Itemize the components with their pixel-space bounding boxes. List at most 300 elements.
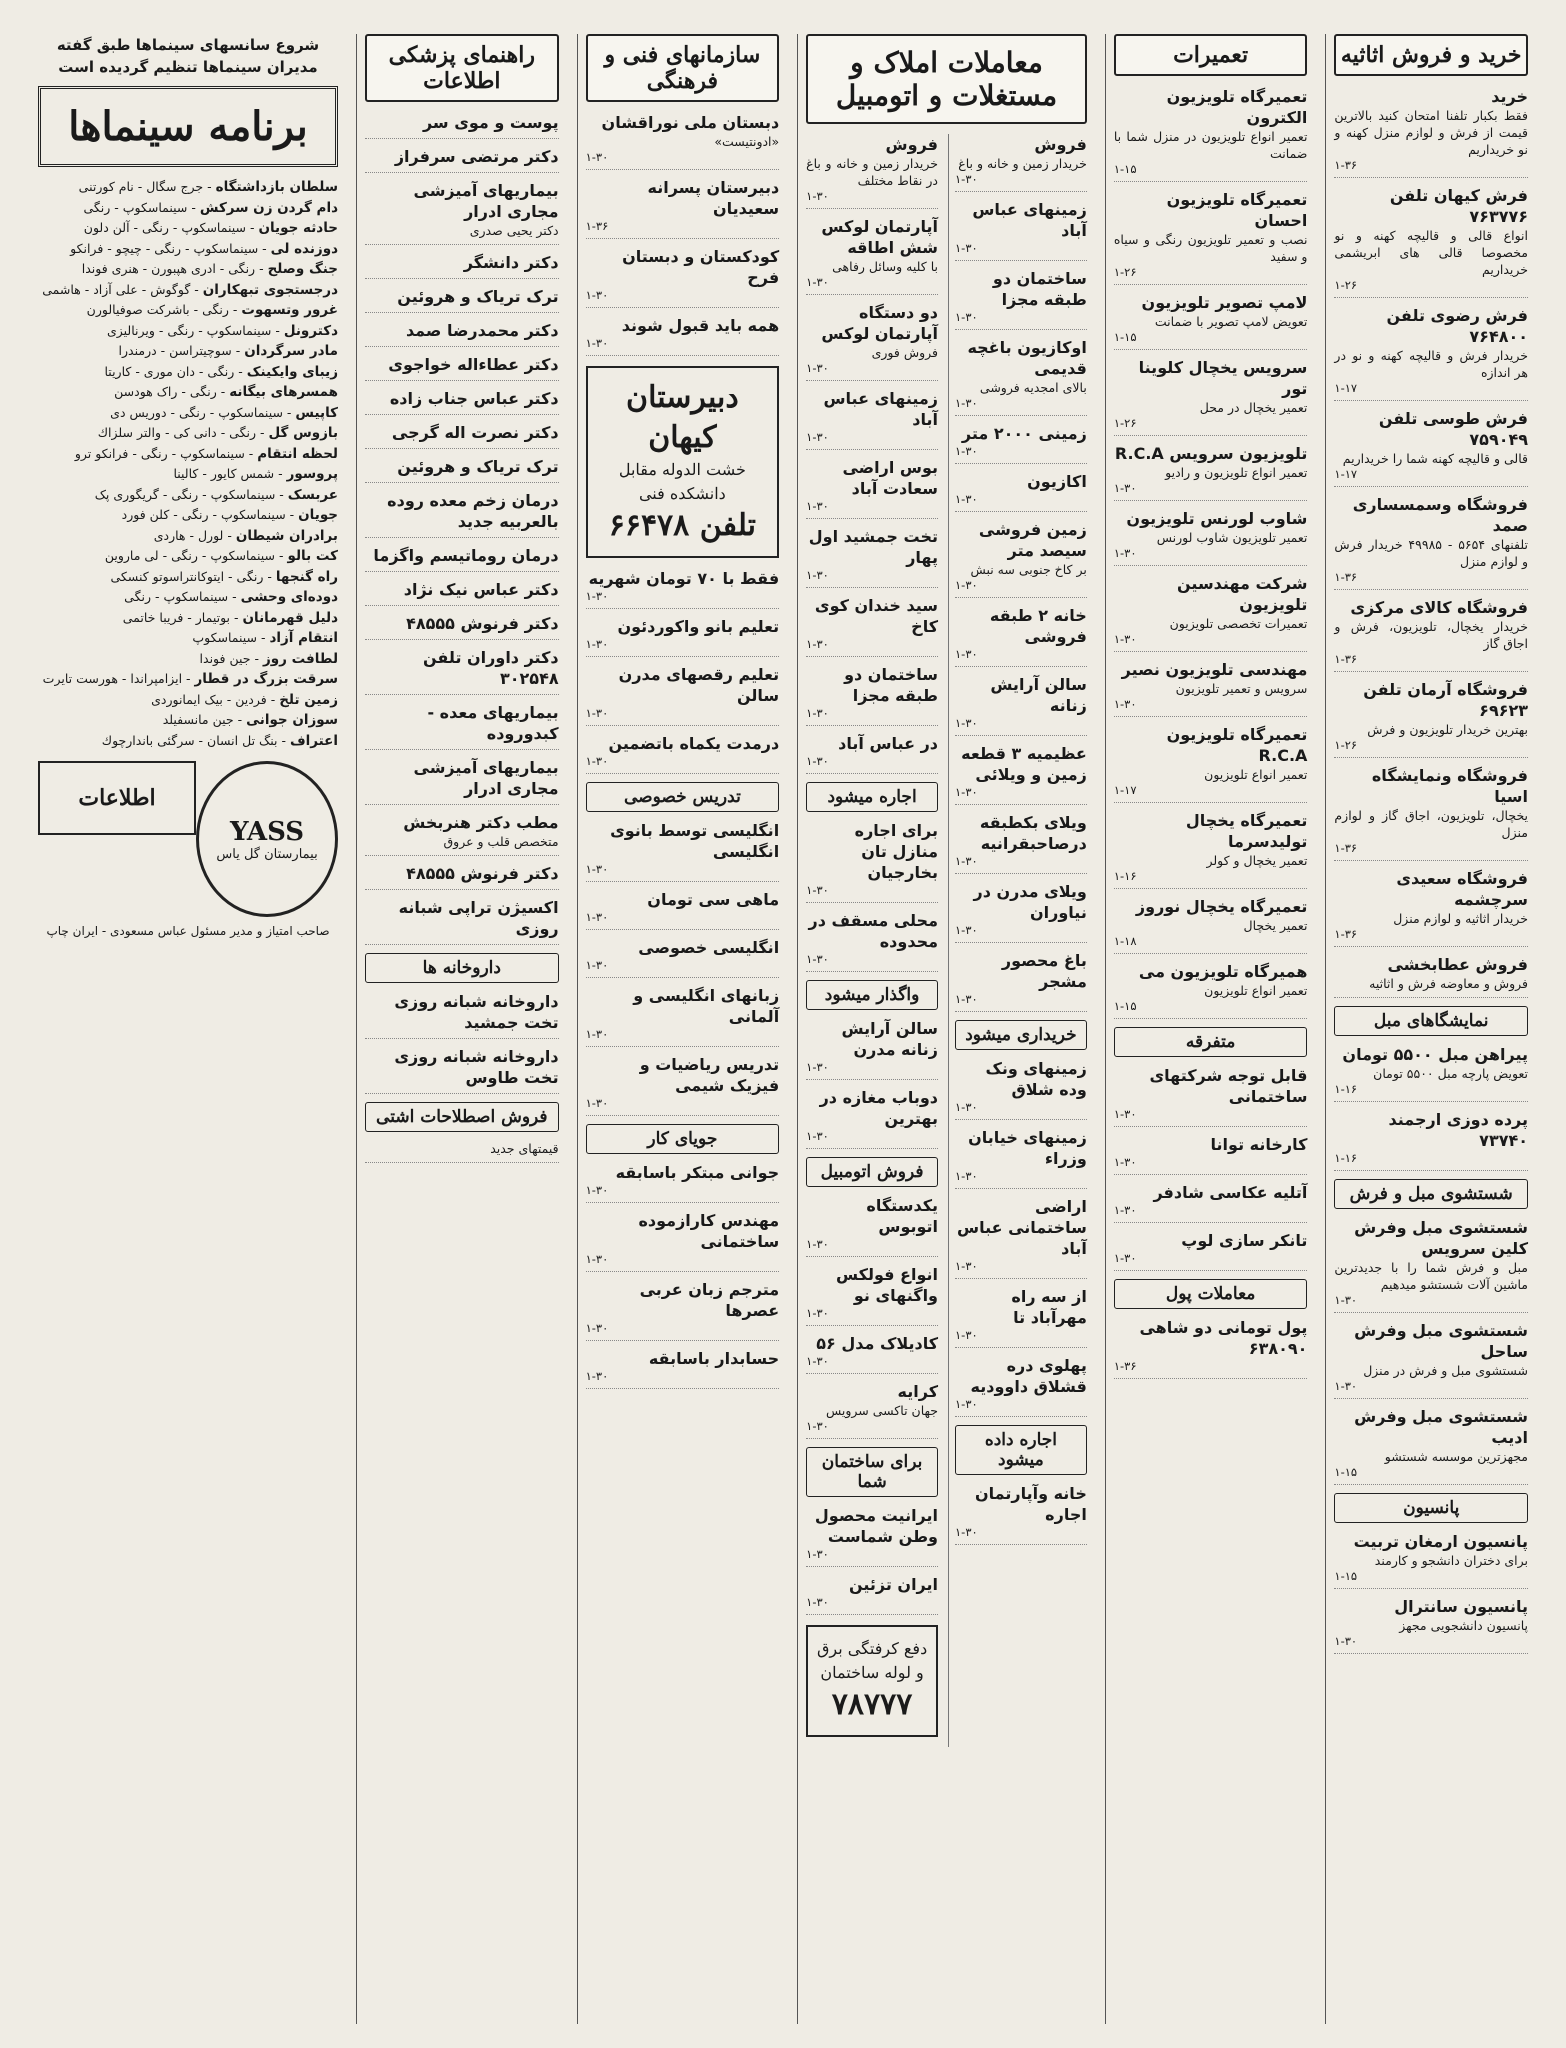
column-heading: تعمیرات — [1114, 34, 1308, 76]
cinema-listing — [38, 280, 338, 301]
newspaper-logo: اطلاعات — [38, 761, 196, 835]
ad-code: ۱-۳۰ — [1113, 1155, 1137, 1169]
ad-list — [1334, 1044, 1528, 1171]
cinema-name: همسرهای بیگانه — [229, 384, 339, 400]
cinema-listing — [38, 403, 338, 424]
ad-code: ۱-۳۰ — [1113, 1203, 1137, 1217]
ad-title: تعمیرگاه تلویزیون احسان — [1166, 190, 1308, 230]
separator: - — [230, 609, 243, 625]
ad-title: خانه وآپارتمان اجاره — [974, 1484, 1087, 1524]
ad-body: خریدار فرش و قالیچه کهنه و نو در هر اندازه — [1334, 348, 1528, 380]
ad-title: سالن آرایش زنانه — [990, 675, 1087, 715]
cinema-film: رنگی - دانی کی - والتر سلزاك — [97, 425, 257, 440]
ad-list — [806, 1195, 938, 1439]
ad-title: مهندسی تلویزیون نصیر — [1121, 660, 1308, 679]
ad-code: ۱-۱۶ — [1113, 869, 1137, 883]
ad-code: ۱-۳۰ — [955, 172, 978, 186]
ad-list — [1334, 86, 1528, 998]
ad-code: ۱-۳۰ — [955, 396, 978, 410]
boxed-ad — [586, 366, 780, 558]
classified-ad — [1114, 357, 1308, 436]
cinema-name: جنگ وصلح — [267, 261, 339, 277]
ad-title: سالن آرایش زنانه مدرن — [841, 1019, 938, 1059]
ad-code: ۱-۳۰ — [806, 883, 829, 897]
classified-ad — [806, 1264, 938, 1326]
classified-ad — [586, 1054, 780, 1116]
ad-title: همه باید قبول شوند — [621, 316, 780, 335]
ad-title: زمینهای عباس آباد — [972, 200, 1087, 240]
cinema-listing — [38, 710, 338, 731]
ad-code: ۱-۳۰ — [806, 1060, 829, 1074]
cinema-film: سینماسکوپ - رنگی - فرانکو ترو — [74, 445, 245, 461]
ad-code: ۱-۳۰ — [1113, 546, 1137, 560]
classified-ad — [806, 526, 938, 588]
separator: - — [275, 486, 288, 502]
ad-title: فروشگاه وسمسساری صمد — [1352, 495, 1528, 535]
cinema-film: شمس کایور - کالینا — [173, 466, 275, 481]
cinema-film: جرج سگال - نام کورتنی — [78, 179, 204, 194]
classified-ad — [1334, 494, 1528, 590]
ad-title: زمین فروشی سیصد متر — [978, 520, 1087, 560]
ad-title: تعمیرگاه یخچال تولیدسرما — [1185, 811, 1308, 851]
ad-title: فرش رضوی تلفن ۷۶۴۸۰۰ — [1386, 306, 1528, 346]
ad-title: همیرگاه تلویزیون می — [1138, 962, 1308, 981]
ad-title: شرکت مهندسین تلویزیون — [1177, 574, 1308, 614]
ad-title: باغ محصور مشجر — [1001, 951, 1087, 991]
classified-ad — [1114, 1065, 1308, 1127]
classified-ad — [955, 881, 1087, 943]
boxed-ad-phone: تلفن ۶۶۴۷۸ — [608, 508, 757, 543]
classified-ad — [806, 910, 938, 972]
ad-code: ۱-۳۰ — [1113, 697, 1137, 711]
classified-ad — [806, 302, 938, 381]
ad-title: فروش عطابخشی — [1387, 955, 1528, 974]
classified-ad — [1114, 573, 1308, 652]
ad-body: متخصص قلب و عروق — [443, 834, 559, 849]
ad-list — [586, 568, 780, 774]
separator: - — [223, 527, 236, 543]
ad-body: تعمیر انواع تلویزیون و رادیو — [1165, 465, 1308, 480]
cinema-film: رنگی - ادری هپبورن - هنری فوندا — [81, 261, 256, 276]
classified-ad — [1114, 86, 1308, 182]
ad-body: بهترین خریدار تلویزیون و فرش — [1367, 722, 1528, 737]
ad-title: مطب دکتر هنربخش — [403, 813, 559, 832]
column-repairs — [1105, 34, 1316, 2024]
ad-code: ۱-۳۰ — [1334, 1293, 1358, 1307]
ad-list — [365, 1140, 559, 1163]
ad-code: ۱-۳۰ — [955, 1259, 978, 1273]
classified-ad — [365, 388, 559, 415]
column-real-estate — [797, 34, 1095, 2024]
ad-body: شستشوی مبل و فرش در منزل — [1363, 1363, 1528, 1378]
ad-code: ۱-۳۰ — [585, 1027, 609, 1041]
separator: - — [234, 363, 247, 379]
cinema-name: غرور وتسهوت — [241, 302, 339, 318]
ad-title: درمدت یکماه باتضمین — [608, 734, 780, 753]
classified-ad — [1334, 1531, 1528, 1589]
classified-ad — [1334, 765, 1528, 861]
cinema-film: سینماسکوپ - رنگی — [83, 199, 188, 215]
classified-ad — [365, 545, 559, 572]
ad-title: مهندس کارازموده ساختمانی — [638, 1211, 780, 1251]
classified-ad — [1114, 896, 1308, 954]
ad-body: قیمتهای جدید — [490, 1141, 559, 1156]
classified-ad — [365, 320, 559, 347]
ad-title: دکتر عباس جناب زاده — [389, 389, 559, 408]
cinema-name: لطافت روز — [262, 650, 339, 667]
boxed-ad-subtitle: خشت الدوله مقابل دانشکده فنی — [618, 460, 746, 503]
ad-body: مبل و فرش شما را با جدیدترین ماشین آلات شستشو میدهیم — [1334, 1260, 1528, 1292]
classified-ad — [1114, 508, 1308, 566]
classified-ad — [806, 595, 938, 657]
ad-list — [1114, 1317, 1308, 1379]
classified-ad — [365, 863, 559, 890]
cinema-name: دوزنده لی — [270, 240, 339, 257]
ad-list — [806, 1018, 938, 1149]
ad-title: بیماریهای معده - کبدوروده — [427, 703, 559, 743]
separator: - — [258, 240, 271, 256]
ad-title: فروشگاه سعیدی سرچشمه — [1396, 869, 1528, 909]
classified-ad — [955, 605, 1087, 667]
ad-code: ۱-۳۰ — [806, 1237, 829, 1251]
ad-title: تخت جمشید اول پهار — [808, 527, 938, 567]
separator: - — [228, 589, 241, 604]
cinema-film: سینماسکوپ - رنگی - ویرنالیزی — [106, 322, 272, 338]
ad-code: ۱-۳۰ — [955, 923, 978, 937]
ad-code: ۱-۳۰ — [806, 952, 829, 966]
ad-title: فرش کیهان تلفن ۷۶۳۷۷۶ — [1389, 186, 1528, 226]
ad-code: ۱-۳۰ — [585, 288, 609, 302]
logos-row — [38, 761, 338, 917]
yass-main: YASS — [230, 816, 305, 847]
classified-ad — [806, 457, 938, 519]
cinema-listing — [38, 382, 338, 403]
separator: - — [271, 322, 284, 338]
cinema-film: سینماسکوپ - رنگی — [124, 589, 229, 604]
section-heading: فروش اتومبیل — [806, 1157, 938, 1187]
classified-ad — [586, 1279, 780, 1341]
ad-code: ۱-۳۰ — [806, 430, 829, 444]
cinema-name: سلطان بازداشتگاه — [215, 179, 339, 195]
ad-code: ۱-۲۶ — [1334, 738, 1358, 752]
ad-title: پیراهن مبل ۵۵۰۰ تومان — [1342, 1045, 1528, 1064]
ad-title: تانکر سازی لوپ — [1181, 1231, 1308, 1250]
ad-code: ۱-۳۰ — [806, 189, 829, 203]
ad-title: فرش طوسی تلفن ۷۵۹۰۴۹ — [1378, 409, 1528, 449]
column-heading: سازمانهای فنی و فرهنگی — [586, 34, 780, 102]
ad-list — [1114, 86, 1308, 1019]
ad-code: ۱-۱۷ — [1113, 783, 1137, 797]
real-estate-left — [806, 134, 938, 1747]
ad-code: ۱-۳۰ — [955, 241, 978, 255]
cinema-name: دام گردن زن سرکش — [199, 199, 339, 216]
ad-body: تعمیر یخچال و کولر — [1206, 853, 1308, 868]
boxed-ad-title: دبیرستان کیهان — [626, 380, 739, 455]
separator: - — [231, 343, 245, 358]
ad-code: ۱-۳۰ — [806, 1419, 829, 1433]
classified-ad — [955, 134, 1087, 192]
ad-title: بوس اراضی سعادت آباد — [842, 458, 938, 498]
cinema-name: بازوس گل — [268, 425, 339, 441]
cinema-listing — [38, 546, 338, 567]
ad-code: ۱-۳۶ — [1334, 927, 1358, 941]
classified-ad — [955, 1483, 1087, 1545]
cinema-listing — [38, 177, 338, 198]
ad-title: ترک تریاک و هروئین — [397, 457, 559, 476]
classified-ad — [806, 134, 938, 209]
ad-title: مترجم زبان عربی عصرها — [639, 1280, 780, 1320]
classified-ad — [806, 733, 938, 774]
ad-title: درمان روماتیسم واگزما — [373, 546, 559, 565]
cinema-name: راه گنجها — [275, 568, 339, 585]
ad-code: ۱-۳۰ — [1113, 1107, 1137, 1121]
cinema-name: دکترونل — [283, 322, 339, 339]
ad-code: ۱-۳۰ — [806, 499, 829, 513]
ad-list — [586, 1162, 780, 1389]
ad-title: شاوب لورنس تلویزیون — [1126, 509, 1308, 528]
cinema-name: برادران شیطان — [235, 527, 339, 544]
classified-ad — [955, 1286, 1087, 1348]
cinema-name: زیبای وایکینک — [246, 363, 339, 380]
ad-code: ۱-۳۰ — [955, 854, 978, 868]
separator: - — [263, 568, 276, 584]
ad-list — [1334, 1217, 1528, 1485]
ad-code: ۱-۳۰ — [955, 1328, 978, 1342]
cinema-listing — [38, 587, 338, 608]
section-heading: خریداری میشود — [955, 1020, 1087, 1050]
classified-ad — [955, 1355, 1087, 1417]
cinema-film: بوتیمار - فریبا خاتمی — [122, 609, 231, 625]
classified-ad — [365, 146, 559, 173]
classified-ad — [955, 199, 1087, 261]
ad-code: ۱-۳۰ — [585, 910, 609, 924]
cinema-listing — [38, 341, 338, 362]
cinema-listing — [38, 444, 338, 465]
boxed-ad-title: دفع کرفتگی برق و لوله ساختمان — [816, 1639, 928, 1682]
ad-title: دکتر داوران تلفن ۳۰۲۵۴۸ — [423, 648, 559, 688]
ad-title: در عباس آباد — [838, 734, 938, 753]
boxed-ad — [806, 1625, 938, 1737]
ad-title: ترک تریاک و هروئین — [397, 287, 559, 306]
classified-ad — [586, 985, 780, 1047]
classified-ad — [1114, 659, 1308, 717]
ad-body: قالی و قالیچه کهنه شما را خریداریم — [1342, 451, 1528, 466]
ad-code: ۱-۳۰ — [806, 568, 829, 582]
separator: - — [277, 732, 290, 748]
ad-code: ۱-۱۸ — [1113, 934, 1137, 948]
ad-code: ۱-۳۰ — [585, 150, 609, 164]
cinema-film: رنگی - راک هودسن — [114, 384, 217, 399]
classified-ad — [365, 180, 559, 245]
classified-ad — [1334, 305, 1528, 401]
classified-ad — [586, 889, 780, 930]
cinema-film: رنگی - دان موری - کاریتا — [104, 363, 235, 379]
ad-title: شستشوی مبل وفرش ساحل — [1354, 1321, 1528, 1361]
ad-code: ۱-۳۶ — [1334, 158, 1358, 172]
ad-list — [955, 1483, 1087, 1545]
real-estate-right — [948, 134, 1087, 1747]
cinema-listing — [38, 731, 338, 752]
separator: - — [190, 281, 203, 297]
classified-ad — [955, 1058, 1087, 1120]
section-heading: شستشوی مبل و فرش — [1334, 1179, 1528, 1209]
ad-title: کرایه — [897, 1382, 938, 1401]
ad-code: ۱-۱۵ — [1113, 999, 1137, 1013]
ad-code: ۱-۲۶ — [1334, 278, 1358, 292]
classified-ad — [806, 664, 938, 726]
classified-ad — [1334, 954, 1528, 998]
cinema-film: سینماسکوپ - رنگی - چیچو - فرانکو — [70, 240, 259, 256]
classified-ad — [586, 568, 780, 609]
ad-list — [365, 112, 559, 945]
ad-title: لامپ تصویر تلویزیون — [1141, 293, 1308, 312]
ad-body: خریدار یخچال، تلویزیون، فرش و اجاق گاز — [1334, 619, 1528, 651]
ad-code: ۱-۳۰ — [806, 706, 829, 720]
column-cinema — [30, 34, 346, 2024]
classified-ad — [806, 1087, 938, 1149]
cinema-name: مادر سرگردان — [244, 343, 339, 359]
ad-code: ۱-۳۰ — [1113, 1251, 1137, 1265]
ad-body: «ادونتیست» — [714, 134, 780, 149]
cinema-listing — [38, 259, 338, 280]
cinema-name: انتقام آزاد — [269, 630, 339, 646]
cinema-name: عربسک — [287, 486, 339, 503]
classified-ad — [1334, 1596, 1528, 1654]
classified-ad — [365, 1046, 559, 1094]
cinema-listing — [38, 218, 338, 239]
ad-code: ۱-۳۰ — [806, 754, 829, 768]
ad-code: ۱-۳۰ — [806, 1306, 829, 1320]
ad-title: کارخانه توانا — [1210, 1135, 1308, 1154]
ad-title: دو دستگاه آپارتمان لوکس — [821, 303, 938, 343]
separator: - — [246, 220, 259, 235]
classified-ad — [365, 252, 559, 279]
ad-title: دکتر عباس نیک نژاد — [403, 580, 559, 599]
classified-ad — [955, 268, 1087, 330]
ad-body: یخچال، تلویزیون، اجاق گاز و لوازم منزل — [1334, 808, 1528, 840]
ad-code: ۱-۳۶ — [1334, 652, 1358, 666]
classified-ad — [955, 1127, 1087, 1189]
cinema-film: رنگی - ایتوکانتراسوتو کنسکی — [110, 568, 264, 584]
ad-body: بالای امجدیه فروشی — [979, 380, 1087, 395]
section-heading: اجاره میشود — [806, 782, 938, 812]
ad-body: برای دختران دانشجو و کارمند — [1374, 1553, 1528, 1568]
classified-ad — [365, 991, 559, 1039]
cinema-listing — [38, 300, 338, 321]
classified-ad — [365, 286, 559, 313]
section-heading: داروخانه ها — [365, 953, 559, 983]
ad-code: ۱-۳۰ — [955, 992, 978, 1006]
ad-title: ساختمان دو طبقه مجزا — [992, 269, 1087, 309]
ad-title: انگلیسی خصوصی — [638, 938, 780, 957]
cinema-name: کاپیس — [295, 404, 339, 421]
separator: - — [244, 445, 258, 461]
classified-ad — [586, 733, 780, 774]
section-heading: متفرقه — [1114, 1027, 1308, 1057]
ad-body: تعمیر انواع تلویزیون در منزل شما با ضمانت — [1113, 129, 1308, 161]
separator: - — [257, 630, 270, 645]
classified-ad — [1114, 1317, 1308, 1379]
ad-body: خریدار زمین و خانه و باغ — [958, 156, 1087, 171]
ad-title: تعلیم بانو واکوردئون — [617, 617, 780, 636]
ad-code: ۱-۳۰ — [806, 1595, 829, 1609]
ad-title: تدریس ریاضیات و فیزیک شیمی — [639, 1055, 780, 1095]
ad-code: ۱-۱۵ — [1334, 1465, 1358, 1479]
classified-ad — [365, 757, 559, 805]
classified-ad — [1114, 189, 1308, 285]
ad-body: تعمیر تلویزیون شاوب لورنس — [1156, 530, 1308, 545]
classified-ad — [365, 490, 559, 538]
ad-title: پوست و موی سر — [422, 113, 559, 132]
ad-title: درمان زخم معده روده بالعربیه جدید — [387, 491, 559, 531]
ad-code: ۱-۳۰ — [1113, 632, 1137, 646]
classified-ad — [1334, 1217, 1528, 1313]
cinema-film: فردین - بیک ایمانوردی — [151, 691, 267, 707]
ad-body: فقط بکبار تلفنا امتحان کنید بالاترین قیمت از فرش و لوازم منزل کهنه و نو خریداریم — [1334, 108, 1528, 157]
cinema-listing — [38, 567, 338, 588]
cinema-banner: برنامه سینماها — [38, 86, 338, 167]
ad-title: عظیمیه ۳ قطعه زمین و ویلائی — [961, 744, 1087, 784]
ad-title: ساختمان دو طبقه مجزا — [844, 665, 938, 705]
ad-code: ۱-۳۰ — [585, 754, 609, 768]
classified-ad — [806, 1018, 938, 1080]
classified-ad — [955, 950, 1087, 1012]
classified-ad — [806, 1381, 938, 1439]
ad-code: ۱-۳۰ — [955, 310, 978, 324]
ad-body: مجهزترین موسسه شستشو — [1384, 1449, 1528, 1464]
separator: - — [182, 671, 195, 686]
classified-ad — [1114, 810, 1308, 889]
cinema-listing — [38, 198, 338, 219]
ad-code: ۱-۳۰ — [806, 275, 829, 289]
ad-title: زمینهای عباس آباد — [823, 389, 938, 429]
ad-title: قابل توجه شرکتهای ساختمانی — [1149, 1066, 1308, 1106]
classified-ad — [955, 423, 1087, 464]
ad-title: ویلای بکطبقه درصاحبقرانیه — [979, 813, 1087, 853]
classified-ad — [365, 897, 559, 945]
ad-code: ۱-۳۰ — [955, 785, 978, 799]
ad-code: ۱-۱۷ — [1334, 381, 1358, 395]
ad-code: ۱-۱۵ — [1113, 330, 1137, 344]
cinema-film: جین فوندا — [199, 650, 251, 666]
ad-body: سرویس و تعمیر تلویزیون — [1175, 681, 1308, 696]
classified-ad — [365, 613, 559, 640]
separator: - — [282, 404, 296, 420]
classified-ad — [1114, 443, 1308, 501]
ad-code: ۱-۳۶ — [585, 219, 609, 233]
cinema-film: سینماسکوپ - رنگی - دوریس دی — [110, 404, 283, 420]
classified-ad — [365, 112, 559, 139]
separator: - — [255, 261, 268, 276]
section-heading: برای ساختمان شما — [806, 1447, 938, 1497]
ad-title: دکتر فرنوش ۴۸۵۵۵ — [406, 864, 559, 883]
ad-title: دکتر مرتضی سرفراز — [394, 147, 559, 166]
ad-body: تعمیر انواع تلویزیون — [1204, 983, 1308, 998]
ad-code: ۱-۳۰ — [585, 336, 609, 350]
separator: - — [216, 384, 230, 399]
classified-ad — [806, 1333, 938, 1374]
ad-code: ۱-۳۰ — [585, 1252, 609, 1266]
ad-title: بیماریهای آمیزشی مجاری ادرار — [413, 181, 559, 221]
classified-ad — [1114, 961, 1308, 1019]
cinema-listing — [38, 690, 338, 711]
classified-ad — [1334, 597, 1528, 672]
ad-code: ۱-۳۰ — [806, 1129, 829, 1143]
cinema-film: سینماسکوپ — [192, 630, 257, 645]
classified-ad — [365, 702, 559, 750]
separator: - — [274, 466, 287, 481]
separator: - — [256, 425, 269, 440]
